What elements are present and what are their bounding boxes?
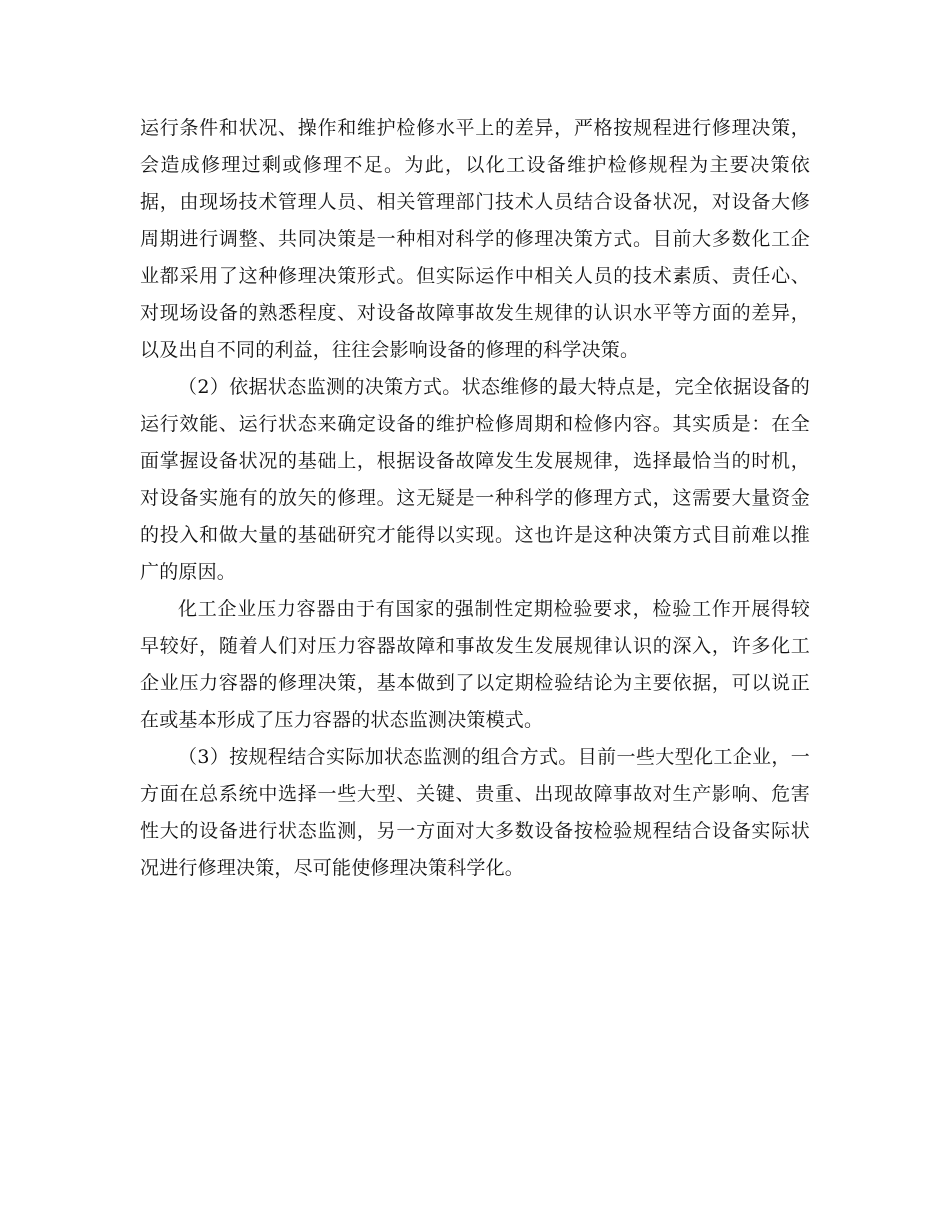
paragraph-continuation: 运行条件和状况、操作和维护检修水平上的差异，严格按规程进行修理决策，会造成修理过剩或修理不足。为此，以化工设备维护检修规程为主要决策依据，由现场技术管理人员、相关管理部门技术人员结合设备状况，对设备大修周期进行调整、共同决策是一种相对科学的修理决策方式。目前大多数化工企业都采用了这种修理决策形式。但实际运作中相关人员的技术素质、责任心、对现场设备的熟悉程度、对设备故障事故发生规律的认识水平等方面的差异，以及出自不同的利益，往往会影响设备的修理的科学决策。: [140, 117, 810, 361]
paragraph-pressure-vessels: 化工企业压力容器由于有国家的强制性定期检验要求，检验工作开展得较早较好，随着人们对压力容器故障和事故发生发展规律认识的深入，许多化工企业压力容器的修理决策，基本做到了以定期检验结论为主要依据，可以说正在或基本形成了压力容器的状态监测决策模式。: [140, 598, 810, 731]
paragraph-state-monitoring: （2）依据状态监测的决策方式。状态维修的最大特点是，完全依据设备的运行效能、运行状态来确定设备的维护检修周期和检修内容。其实质是：在全面掌握设备状况的基础上，根据设备故障发生发展规律，选择最恰当的时机，对设备实施有的放矢的修理。这无疑是一种科学的修理方式，这需要大量资金的投入和做大量的基础研究才能得以实现。这也许是这种决策方式目前难以推广的原因。: [140, 376, 810, 583]
document-body: [140, 110, 810, 887]
paragraph-combined-approach: （3）按规程结合实际加状态监测的组合方式。目前一些大型化工企业，一方面在总系统中选择一些大型、关键、贵重、出现故障事故对生产影响、危害性大的设备进行状态监测，另一方面对大多数设备按检验规程结合设备实际状况进行修理决策，尽可能使修理决策科学化。: [140, 746, 810, 879]
